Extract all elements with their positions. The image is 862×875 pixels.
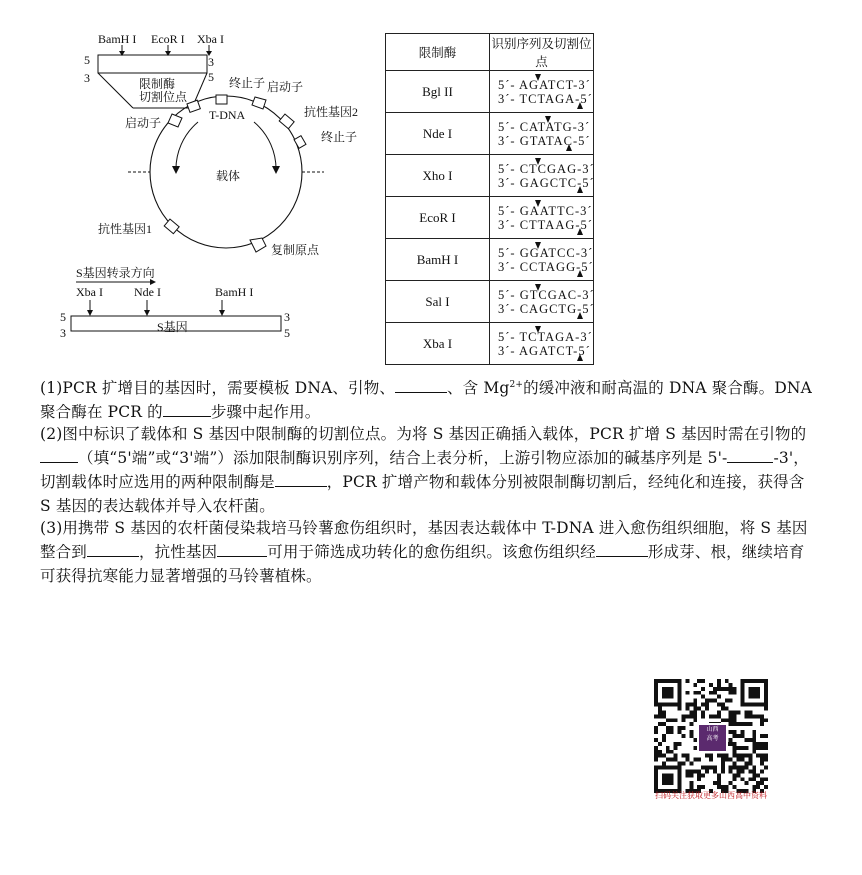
qr-caption: 扫码关注获取更多山西高中资料 bbox=[655, 791, 767, 800]
terminator-top-label: 终止子 bbox=[229, 76, 266, 90]
enzyme-table bbox=[385, 33, 594, 365]
s-site-label-bamhi: BamH I bbox=[215, 285, 254, 299]
cut-arrow-bottom bbox=[577, 270, 583, 277]
enzyme-sequence bbox=[490, 281, 594, 323]
enzyme-name: Nde I bbox=[386, 113, 490, 155]
promoter-left-label: 启动子 bbox=[125, 116, 162, 130]
enzyme-name: Bgl II bbox=[386, 71, 490, 113]
qr-center-text: 山西 高考 bbox=[706, 726, 719, 742]
table-row bbox=[386, 323, 594, 365]
q2-blank-1[interactable] bbox=[40, 448, 78, 463]
s-left-3: 3 bbox=[60, 326, 66, 340]
q1-blank-2[interactable] bbox=[163, 402, 211, 417]
q1-superscript: 2+ bbox=[509, 380, 524, 390]
top-right-5: 5 bbox=[208, 70, 214, 84]
q2-text-b: （填“5'端”或“3'端”）添加限制酶识别序列，结合上表分析，上游引物应添加的碱基序列是 5'- bbox=[78, 449, 728, 467]
s-right-3: 3 bbox=[284, 310, 290, 324]
header-enzyme: 限制酶 bbox=[386, 34, 490, 71]
cut-arrow-bottom bbox=[577, 228, 583, 235]
q2-text-d: ，PCR 扩增产物和载体分别被限制酶切割后，经纯化和连接，获得含 S 基因的表达载体并导入农杆菌。 bbox=[40, 473, 805, 515]
terminator-right-label: 终止子 bbox=[321, 130, 358, 144]
sequence-bottom-strand: 3´- CTTAAG-5´ bbox=[498, 217, 593, 232]
tdna-label: T-DNA bbox=[209, 108, 246, 122]
s-left-5: 5 bbox=[60, 310, 66, 324]
q1-text-a: (1)PCR 扩增目的基因时，需要模板 DNA、引物、 bbox=[40, 379, 396, 398]
top-left-5: 5 bbox=[84, 53, 90, 67]
sequence-bottom-strand: 3´- CCTAGG-5´ bbox=[498, 259, 594, 274]
enzyme-name: EcoR I bbox=[386, 197, 490, 239]
cut-arrow-top bbox=[535, 284, 541, 291]
sequence-top-strand: 5´- CATATG-3´ bbox=[498, 119, 591, 134]
s-gene-label: S基因 bbox=[157, 320, 188, 334]
site-label-xbai: Xba I bbox=[197, 32, 224, 46]
table-row bbox=[386, 71, 594, 113]
s-site-label-xbai: Xba I bbox=[76, 285, 103, 299]
top-right-3: 3 bbox=[208, 55, 214, 69]
q3-text-c: 可用于筛选成功转化的愈伤组织。该愈伤组织经 bbox=[267, 543, 596, 561]
enzyme-site-callout: 限制酶 切割位点 bbox=[139, 77, 188, 104]
sequence-bottom-strand: 3´- CAGCTG-5´ bbox=[498, 301, 595, 316]
sequence-bottom-strand: 3´- AGATCT-5´ bbox=[498, 343, 591, 358]
q3-blank-2[interactable] bbox=[217, 542, 267, 557]
top-left-3: 3 bbox=[84, 71, 90, 85]
table-row bbox=[386, 113, 594, 155]
resistance-gene-1-label: 抗性基因1 bbox=[98, 222, 153, 236]
q3-text-a: (3)用携带 S 基因的农杆菌侵染栽培马铃薯愈伤组织时，基因表达载体中 T-DNA 进入愈伤组织细胞，将 S 基因整合到 bbox=[40, 519, 808, 561]
sequence-top-strand: 5´- GAATTC-3´ bbox=[498, 203, 593, 218]
cut-arrow-top bbox=[535, 242, 541, 249]
q3-text-d: 形成芽、根，继续培育可获得抗寒能力显著增强的马铃薯植株。 bbox=[40, 543, 805, 585]
table-row bbox=[386, 155, 594, 197]
cut-arrow-bottom bbox=[577, 312, 583, 319]
q2-text-a: (2)图中标识了载体和 S 基因中限制酶的切割位点。为将 S 基因正确插入载体，PCR 扩增 S 基因时需在引物的 bbox=[40, 425, 807, 443]
table-row bbox=[386, 281, 594, 323]
site-label-bamhi: BamH I bbox=[98, 32, 137, 46]
q1-blank-1[interactable] bbox=[395, 378, 447, 393]
enzyme-rows bbox=[386, 71, 594, 365]
header-sequence: 识别序列及切割位点 bbox=[490, 34, 594, 71]
q3-blank-1[interactable] bbox=[87, 542, 139, 557]
q1-text-c: 的缓冲液和耐高温的 DNA 聚合酶。DNA 聚合酶在 PCR 的 bbox=[40, 379, 812, 422]
q2-blank-3[interactable] bbox=[275, 472, 327, 487]
sequence-top-strand: 5´- TCTAGA-3´ bbox=[498, 329, 593, 344]
sequence-top-strand: 5´- AGATCT-3´ bbox=[498, 77, 591, 92]
sequence-bottom-strand: 3´- GAGCTC-5´ bbox=[498, 175, 595, 190]
q2-blank-2[interactable] bbox=[727, 448, 773, 463]
cut-arrow-bottom bbox=[577, 354, 583, 361]
transcription-direction: S基因转录方向 bbox=[76, 266, 155, 280]
s-site-label-ndei: Nde I bbox=[134, 285, 161, 299]
cut-arrow-top bbox=[535, 200, 541, 207]
cut-arrow-bottom bbox=[566, 144, 572, 151]
cut-arrow-top bbox=[535, 158, 541, 165]
enzyme-name: Xba I bbox=[386, 323, 490, 365]
enzyme-sequence bbox=[490, 113, 594, 155]
table-row bbox=[386, 197, 594, 239]
q1-text-b: 、含 Mg bbox=[447, 379, 510, 398]
resistance-gene-2-label: 抗性基因2 bbox=[304, 105, 359, 119]
cut-arrow-bottom bbox=[577, 186, 583, 193]
sequence-top-strand: 5´- GTCGAC-3´ bbox=[498, 287, 595, 302]
table-row bbox=[386, 239, 594, 281]
enzyme-name: BamH I bbox=[386, 239, 490, 281]
q1-text-d: 步骤中起作用。 bbox=[210, 403, 321, 422]
sequence-top-strand: 5´- GGATCC-3´ bbox=[498, 245, 594, 260]
qr-center-logo bbox=[697, 723, 728, 753]
enzyme-name: Sal I bbox=[386, 281, 490, 323]
question-1 bbox=[40, 373, 820, 424]
enzyme-sequence bbox=[490, 155, 594, 197]
q2-text-c: -3'，切割载体时应选用的两种限制酶是 bbox=[40, 449, 809, 491]
cut-arrow-top bbox=[535, 74, 541, 81]
s-gene-diagram bbox=[0, 260, 320, 350]
enzyme-sequence bbox=[490, 239, 594, 281]
enzyme-sequence bbox=[490, 71, 594, 113]
s-right-5: 5 bbox=[284, 326, 290, 340]
sequence-bottom-strand: 3´- TCTAGA-5´ bbox=[498, 91, 593, 106]
enzyme-sequence bbox=[490, 197, 594, 239]
q3-text-b: ，抗性基因 bbox=[138, 543, 218, 561]
site-label-ecori: EcoR I bbox=[151, 32, 185, 46]
vector-label: 载体 bbox=[216, 169, 241, 183]
enzyme-sequence bbox=[490, 323, 594, 365]
cut-arrow-top bbox=[545, 116, 551, 123]
q3-blank-3[interactable] bbox=[596, 542, 648, 557]
replication-origin-label: 复制原点 bbox=[271, 243, 320, 257]
sequence-bottom-strand: 3´- GTATAC-5´ bbox=[498, 133, 591, 148]
enzyme-name: Xho I bbox=[386, 155, 490, 197]
question-3 bbox=[40, 516, 820, 588]
sequence-top-strand: 5´- CTCGAG-3´ bbox=[498, 161, 595, 176]
question-2 bbox=[40, 422, 820, 518]
cut-arrow-bottom bbox=[577, 102, 583, 109]
promoter-right-label: 启动子 bbox=[267, 80, 304, 94]
cut-arrow-top bbox=[535, 326, 541, 333]
table-header-row bbox=[386, 34, 594, 71]
